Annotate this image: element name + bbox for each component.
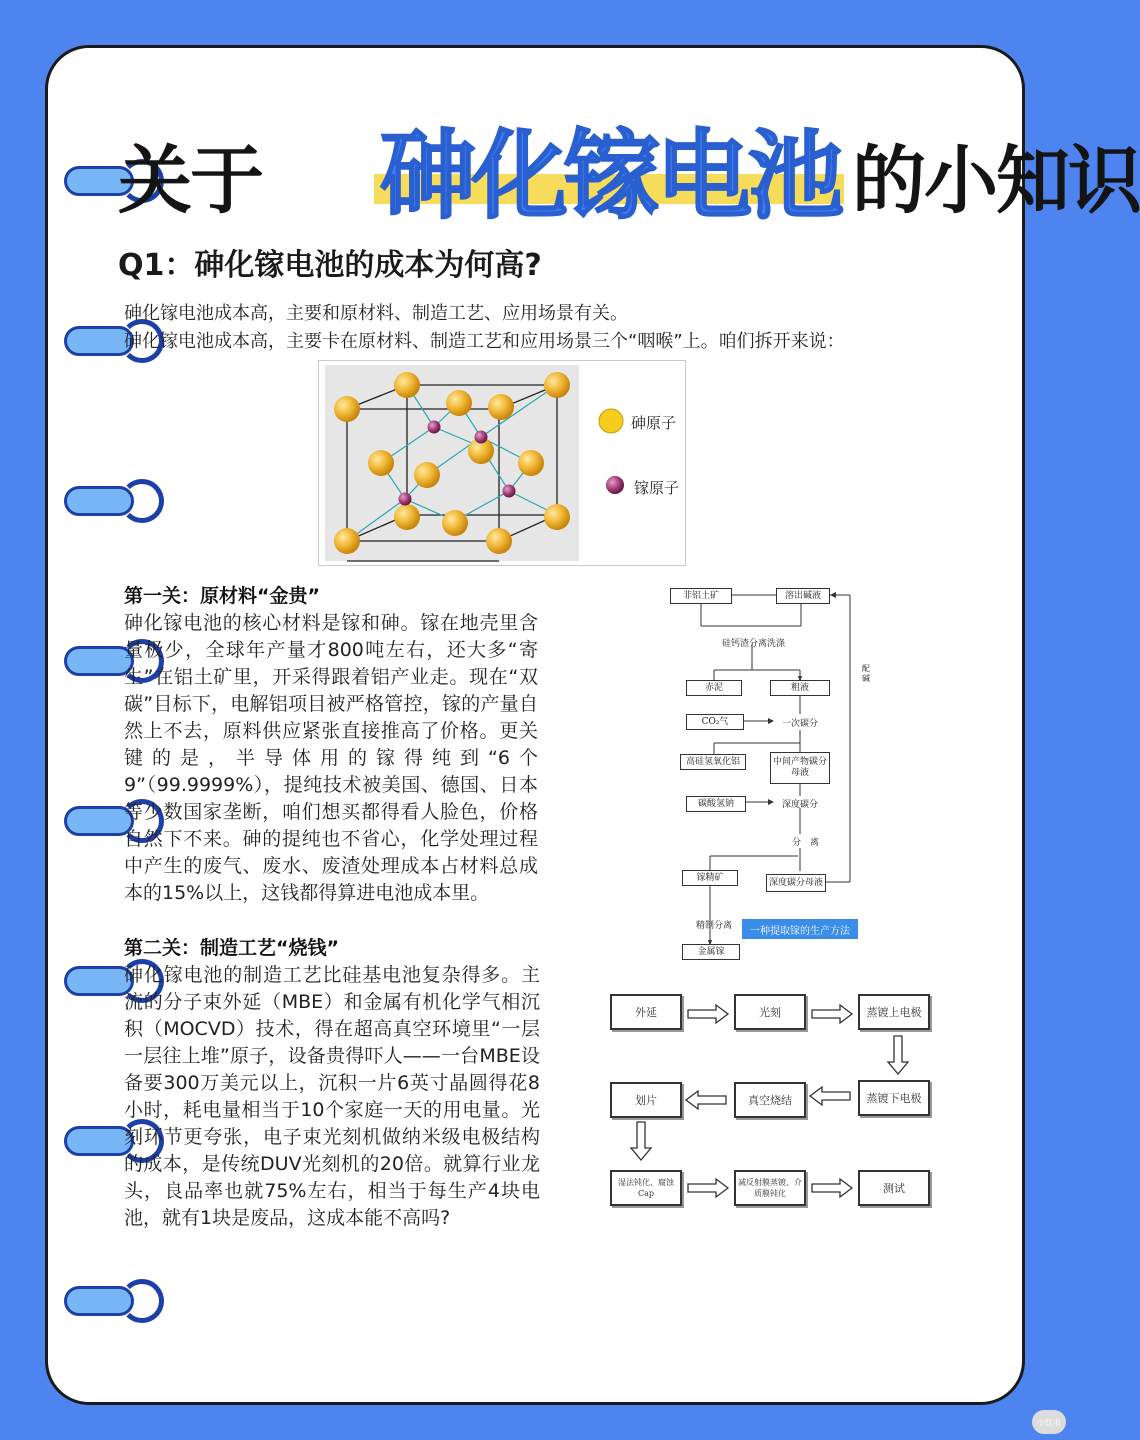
flowchart-caption: 一种提取镓的生产方法 (742, 919, 858, 939)
binder-ring (64, 1278, 154, 1324)
flow-label-separation: 分 离 (792, 838, 820, 848)
flow-box-red-mud: 赤泥 (686, 680, 742, 696)
manufacturing-flowchart (604, 988, 936, 1210)
watermark-logo: 小红书 (1032, 1410, 1066, 1434)
step-test: 测试 (858, 1170, 930, 1206)
flow-label-deep-carbonation: 深度碳分 (782, 800, 819, 810)
step-top-electrode: 蒸镀上电极 (858, 994, 930, 1030)
section-body: 砷化镓电池的核心材料是镓和砷。镓在地壳里含量极少，全球年产量才800吨左右，还大多“寄生”在铝土矿里，开采得跟着铝产业走。现在“双碳”目标下，电解铝项目被严格管控，镓的产量自然上不去，原料供应紧张直接推高了价格。更关键的是，半导体用的镓得纯到“6个9”（99.9999%），提纯技术被美国、德国、日本等少数国家垄断，咱们想买都得看人脸色，价格自然下不来。砷的提纯也不省心，化学处理过程中产生的废气、废水、废渣处理成本占材料总成本的15%以上，这钱都得算进电池成本里。 (124, 612, 538, 904)
step-wet-passivation: 湿法钝化、腐蚀 Cap (610, 1170, 682, 1206)
flow-box-leach: 溶出碱液 (776, 588, 830, 604)
flow-label-refine: 精制分离 (696, 921, 733, 931)
flow-box-alumina: 高硅氢氧化铝 (680, 754, 746, 770)
flow-box-metal-gallium: 金属镓 (682, 944, 740, 960)
legend-gallium-label: 镓原子 (634, 479, 680, 497)
flow-box-ga-concentrate: 镓精矿 (682, 870, 738, 886)
title-prefix: 关于 (118, 138, 262, 224)
step-ar-coating: 减反射膜蒸镀、介质膜钝化 (734, 1170, 806, 1206)
step-bottom-electrode: 蒸镀下电极 (858, 1080, 930, 1116)
section-raw-materials (124, 583, 538, 907)
section-body: 砷化镓电池的制造工艺比硅基电池复杂得多。主流的分子束外延（MBE）和金属有机化学气相沉积（MOCVD）技术，得在超高真空环境里“一层一层往上堆”原子，设备贵得吓人——一台MBE设备要300万美元以上，沉积一片6英寸晶圆得花8小时，耗电量相当于10个家庭一天的用电量。光刻环节更夸张，电子束光刻机做纳米级电极结构的成本，是传统DUV光刻机的20倍。就算行业龙头，良品率也就75%左右，相当于每生产4块电池，就有1块是废品，这成本能不高吗? (124, 964, 540, 1229)
flow-box-bicarbonate: 碳酸氢钠 (686, 796, 746, 812)
flow-box-intermediate: 中间产物碳分母液 (770, 752, 830, 784)
step-lithography: 光刻 (734, 994, 806, 1030)
section-heading: 第一关：原材料“金贵” (124, 585, 320, 607)
intro-text (124, 300, 845, 356)
intro-line: 砷化镓电池成本高，主要和原材料、制造工艺、应用场景有关。 (124, 303, 628, 324)
binder-ring (64, 478, 154, 524)
flow-box-bauxite: 非铝土矿 (670, 588, 732, 604)
flow-label-first-carbonation: 一次碳分 (782, 719, 819, 729)
step-epitaxy: 外延 (610, 994, 682, 1030)
crystal-structure-figure (318, 360, 686, 566)
title-suffix: 的小知识 (852, 138, 1140, 224)
flow-box-coarse-liquor: 粗液 (770, 680, 830, 696)
question-heading: Q1：砷化镓电池的成本为何高? (118, 248, 542, 283)
legend-arsenic-label: 砷原子 (631, 414, 677, 432)
flow-box-deep-mother-liquor: 深度碳分母液 (766, 874, 826, 892)
crystal-diagram (319, 361, 687, 567)
step-dicing: 划片 (610, 1082, 682, 1118)
step-vacuum-sinter: 真空烧结 (734, 1082, 806, 1118)
intro-line: 砷化镓电池成本高，主要卡在原材料、制造工艺和应用场景三个“咽喉”上。咱们拆开来说： (124, 331, 845, 352)
flow-box-co2: CO₂气 (686, 714, 744, 730)
gallium-extraction-flowchart (650, 578, 882, 966)
page-title (118, 100, 1140, 232)
flow-label-desilication: 硅钙渣分离洗涤 (722, 639, 786, 649)
section-manufacturing (124, 935, 540, 1232)
flow-label-side: 配碱 (862, 664, 870, 683)
title-highlight: 砷化镓电池 (380, 120, 840, 232)
section-heading: 第二关：制造工艺“烧钱” (124, 937, 339, 959)
